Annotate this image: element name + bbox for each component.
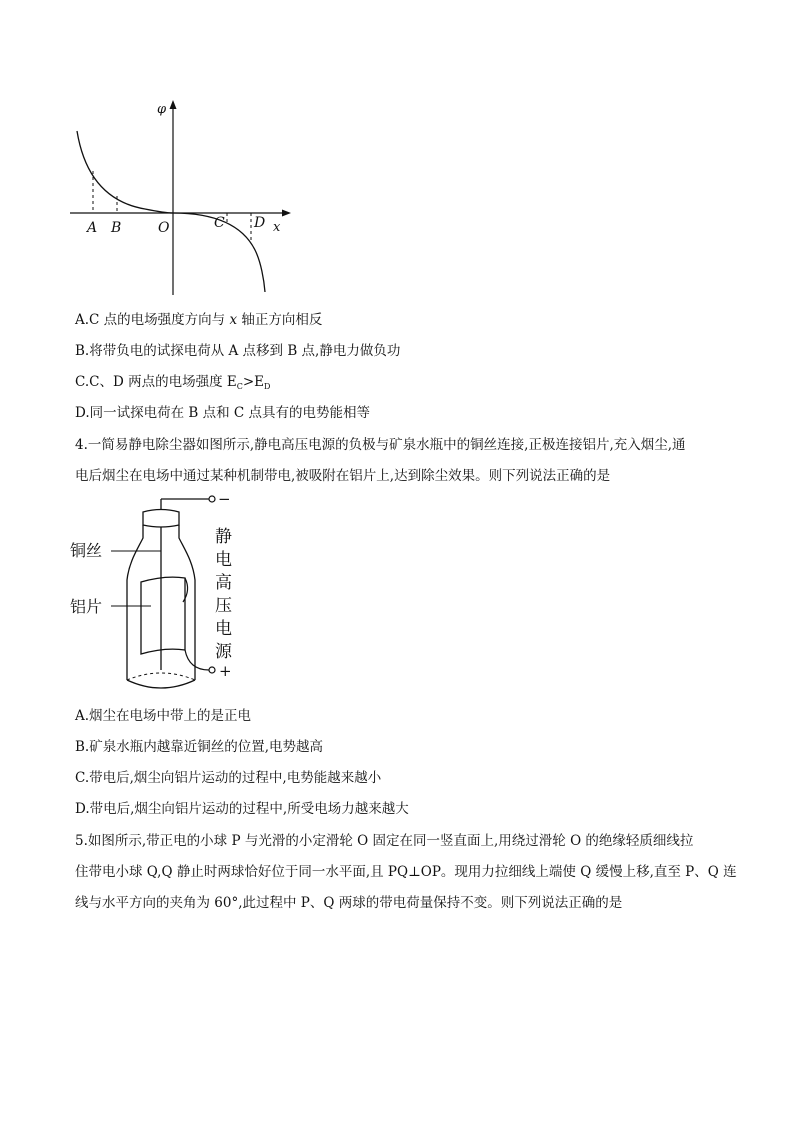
q4-option-a: A.烟尘在电场中带上的是正电	[75, 708, 252, 724]
q3-option-b: B.将带负电的试探电荷从 A 点移到 B 点,静电力做负功	[75, 343, 401, 359]
q3-option-c: C.C、D 两点的电场强度 $E_C>E_D$	[75, 374, 271, 391]
phi-label: φ	[157, 102, 167, 117]
potential-curve	[77, 131, 265, 292]
q5-stem-line-2: 住带电小球 Q,Q 静止时两球恰好位于同一水平面,且 PQ⊥OP。现用力拉细线上端使 Q 缓慢上移,直至 P、Q 连	[75, 864, 737, 880]
q4-stem-line-1: 4.一简易静电除尘器如图所示,静电高压电源的负极与矿泉水瓶中的铜丝连接,正极连接铝片,充入烟尘,通	[75, 437, 686, 453]
source-char-6: 源	[215, 642, 232, 662]
q5-stem-line-1: 5.如图所示,带正电的小球 P 与光滑的小定滑轮 O 固定在同一竖直面上,用绕过滑轮 O 的绝缘轻质细线拉	[75, 833, 694, 849]
q4-stem-line-2: 电后烟尘在电场中通过某种机制带电,被吸附在铝片上,达到除尘效果。则下列说法正确的是	[75, 468, 611, 484]
minus-sign: −	[218, 490, 231, 508]
source-char-4: 压	[215, 596, 232, 616]
point-o-label: O	[158, 220, 170, 236]
y-axis-arrow	[170, 100, 177, 109]
source-char-2: 电	[215, 550, 232, 570]
bottle-bottom-back	[127, 673, 195, 680]
q4-option-c: C.带电后,烟尘向铝片运动的过程中,电势能越来越小	[75, 770, 382, 786]
aluminum-label: 铝片	[70, 597, 103, 616]
point-c-label: C	[214, 215, 225, 231]
q3-option-d: D.同一试探电荷在 B 点和 C 点具有的电势能相等	[75, 405, 371, 421]
source-char-1: 静	[215, 527, 232, 547]
aluminum-foil	[141, 577, 185, 654]
precipitator-figure	[65, 490, 250, 705]
q5-stem-line-3: 线与水平方向的夹角为 60°,此过程中 P、Q 两球的带电荷量保持不变。则下列说法正确的是	[75, 895, 623, 911]
potential-graph	[65, 95, 300, 300]
source-char-3: 高	[215, 573, 232, 593]
point-a-label: A	[87, 220, 98, 236]
bottle-bottom-front	[127, 680, 195, 688]
wire-to-plus	[185, 650, 209, 670]
x-label: x	[273, 220, 281, 235]
x-axis-arrow	[282, 210, 291, 217]
copper-wire-label: 铜丝	[70, 541, 103, 560]
plus-terminal	[209, 667, 215, 673]
q3-option-a: A.C 点的电场强度方向与 x 轴正方向相反	[75, 312, 323, 328]
point-d-label: D	[254, 215, 266, 231]
bottle-cap	[143, 510, 179, 528]
q4-option-d: D.带电后,烟尘向铝片运动的过程中,所受电场力越来越大	[75, 801, 409, 817]
source-char-5: 电	[215, 619, 232, 639]
minus-terminal	[209, 496, 215, 502]
plus-sign: +	[219, 662, 232, 680]
point-b-label: B	[111, 220, 122, 236]
q4-option-b: B.矿泉水瓶内越靠近铜丝的位置,电势越高	[75, 739, 324, 755]
